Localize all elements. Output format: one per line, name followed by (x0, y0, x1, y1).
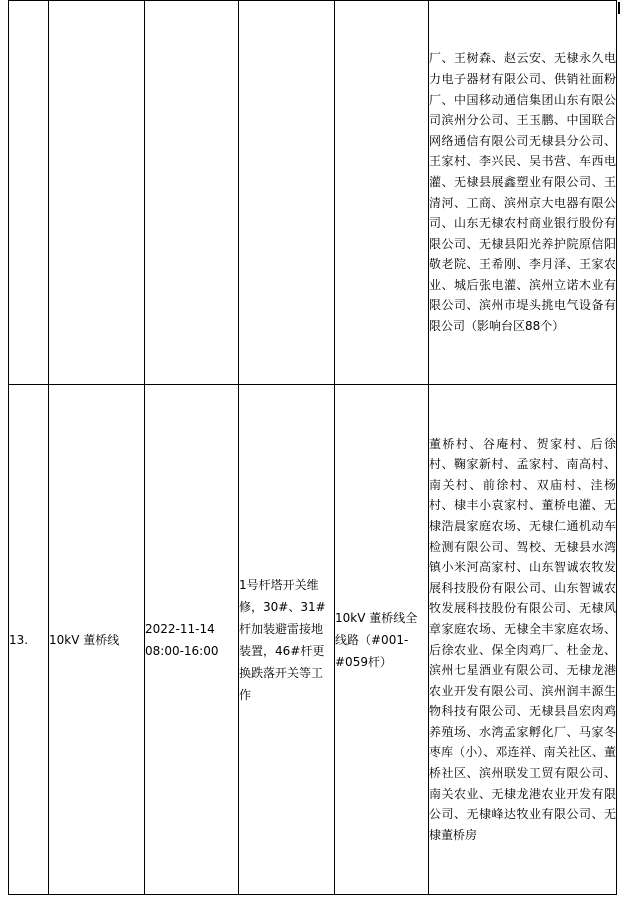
table-row (9, 385, 617, 895)
line-name-cell: 10kV 董桥线 (49, 385, 145, 895)
outage-range-cell (335, 1, 429, 385)
outage-schedule-table (8, 0, 617, 895)
row-index-cell (9, 1, 49, 385)
outage-time-cell: 2022-11-14 08:00-16:00 (145, 385, 239, 895)
line-name-cell (49, 1, 145, 385)
table-row (9, 1, 617, 385)
outage-range-cell: 10kV 董桥线全线路（#001-#059杆） (335, 385, 429, 895)
outage-time-cell (145, 1, 239, 385)
affected-area-cell: 厂、王树森、赵云安、无棣永久电力电子器材有限公司、供销社面粉厂、中国移动通信集团山东有限公司滨州分公司、王玉鹏、中国联合网络通信有限公司无棣县分公司、王家村、李兴民、吴书营、车西电灌、无棣县展鑫塑业有限公司、王清河、工商、滨州京大电器有限公司、山东无棣农村商业银行股份有限公司、无棣县阳光养护院原信阳敬老院、王希刚、李月泽、王家农业、城后张电灌、滨州立诺木业有限公司、滨州市堤头挑电气设备有限公司（影响台区88个） (429, 1, 617, 385)
affected-area-cell: 董桥村、谷庵村、贺家村、后徐村、鞠家新村、孟家村、南高村、南关村、前徐村、双庙村、洼杨村、棣丰小袁家村、董桥电灌、无棣浩晨家庭农场、无棣仁通机动车检测有限公司、驾校、无棣县水湾镇小米河高家村、山东智诚农牧发展科技股份有限公司、山东智诚农牧发展科技股份有限公司、无棣风章家庭农场、无棣全丰家庭农场、后徐农业、保全肉鸡厂、杜金龙、滨州七星酒业有限公司、无棣龙港农业开发有限公司、滨州润丰源生物科技有限公司、无棣县昌宏肉鸡养殖场、水湾孟家孵化厂、马家冬枣库（小）、邓连祥、南关社区、董桥社区、滨州联发工贸有限公司、南关农业、无棣龙港农业开发有限公司、无棣峰达牧业有限公司、无棣董桥房 (429, 385, 617, 895)
row-index-cell: 13. (9, 385, 49, 895)
page-edge-mark (618, 2, 620, 14)
work-content-cell (239, 1, 335, 385)
work-content-cell: 1号杆塔开关维修，30#、31#杆加装避雷接地装置，46#杆更换跌落开关等工作 (239, 385, 335, 895)
